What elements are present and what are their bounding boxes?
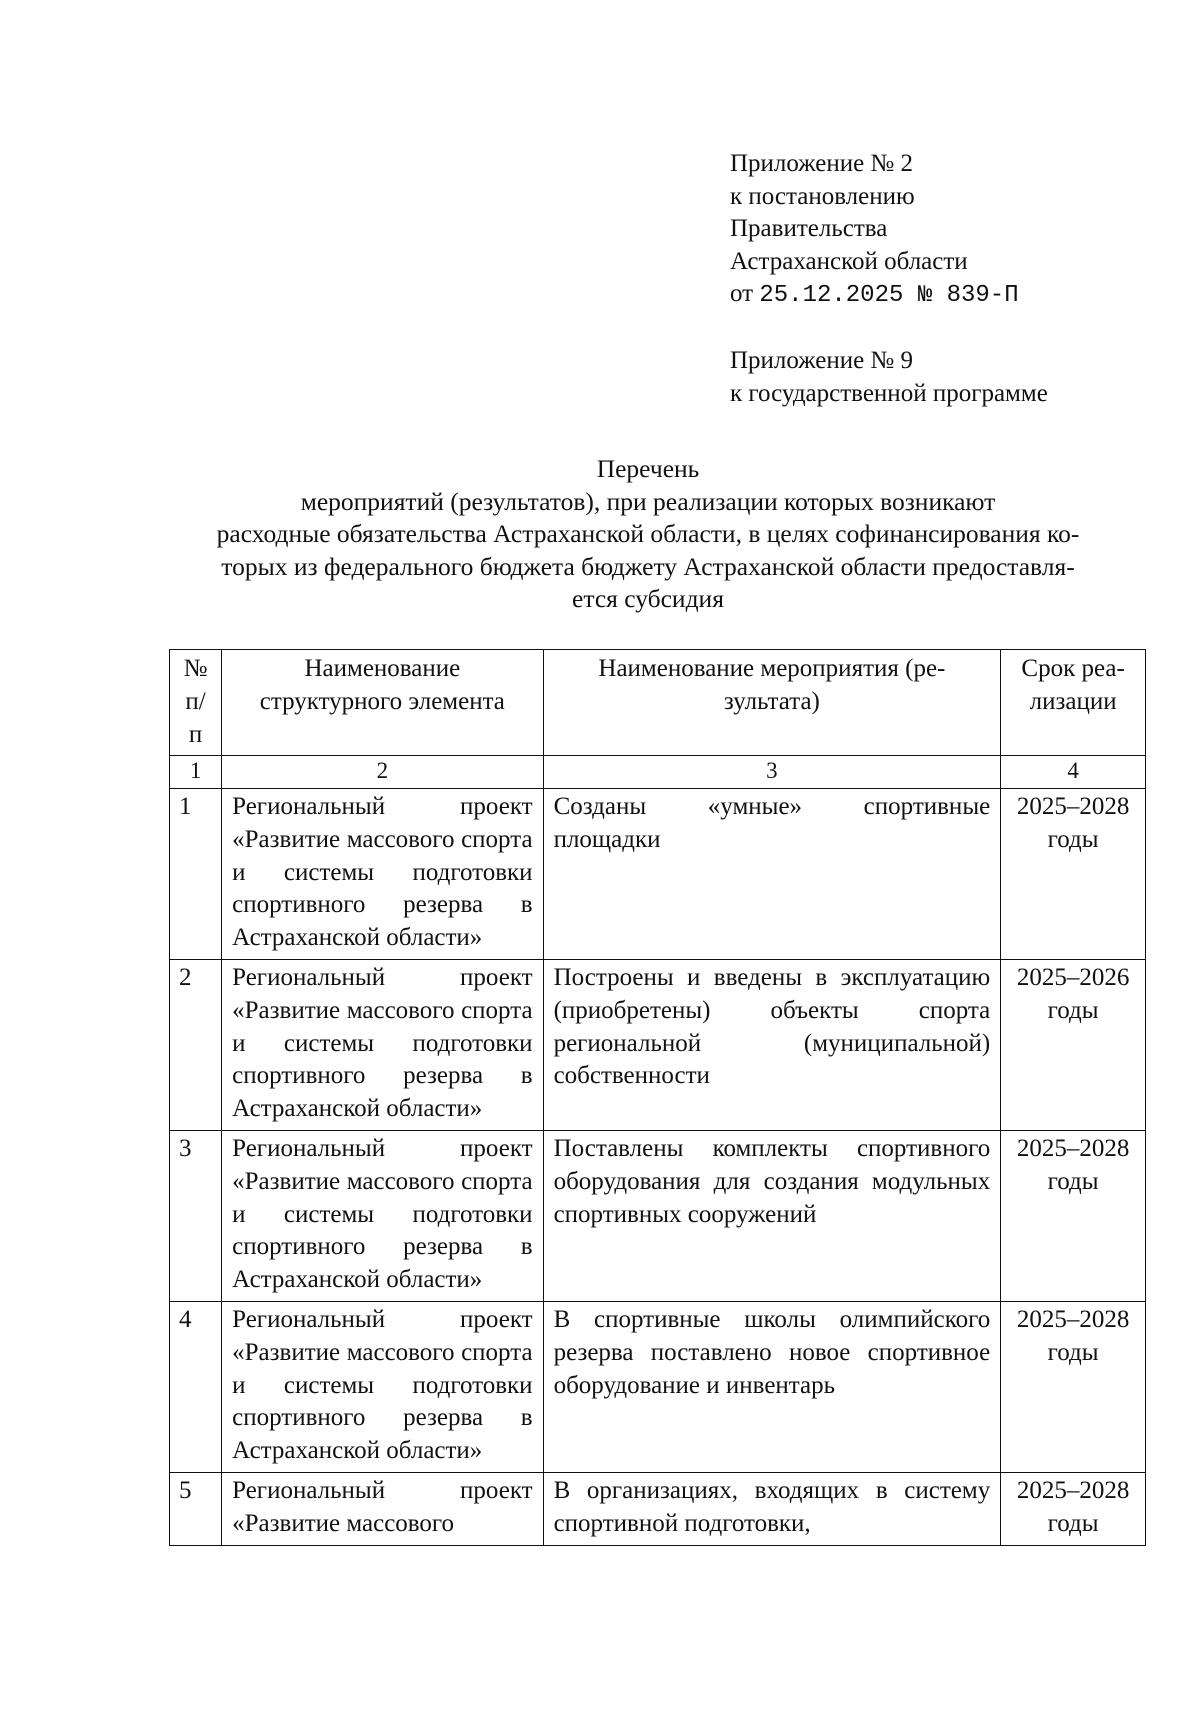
table-row: [170, 959, 1146, 1130]
implementation-period: 2025–2028 годы: [1001, 789, 1146, 960]
header-structural-element: Наименование структурного элемента: [222, 650, 543, 756]
appendix-line: Правительства: [730, 215, 888, 242]
implementation-period: 2025–2028 годы: [1001, 1130, 1146, 1301]
structural-element: Региональный проект «Развитие массового спорта и системы подготовки спортивного резерва в Астраханской области»: [222, 1301, 543, 1472]
appendix-header: [730, 148, 1019, 313]
structural-element: Региональный проект «Развитие массового спорта и системы подготовки спортивного резерва в Астраханской области»: [222, 1130, 543, 1301]
implementation-period: 2025–2026 годы: [1001, 959, 1146, 1130]
header-number: № п/п: [170, 650, 222, 756]
table-header-row: [170, 650, 1146, 756]
row-number: 3: [170, 1130, 222, 1301]
measure-result: Созданы «умные» спортивные площадки: [543, 789, 1001, 960]
title-line: торых из федерального бюджета бюджету Астраханской области предоставля-: [221, 551, 1075, 581]
title-line: мероприятий (результатов), при реализации которых возникают: [300, 486, 996, 516]
column-number: 2: [222, 756, 543, 789]
column-number: 1: [170, 756, 222, 789]
appendix-date-line: [730, 278, 1019, 313]
table-row: [170, 1130, 1146, 1301]
measure-result: В спортивные школы олимпийского резерва поставлено новое спортивное оборудование и инвентарь: [543, 1301, 1001, 1472]
row-number: 2: [170, 959, 222, 1130]
title-line: Перечень: [596, 454, 700, 483]
structural-element: Региональный проект «Развитие массового спорта и системы подготовки спортивного резерва в Астраханской области»: [222, 789, 543, 960]
structural-element: Региональный проект «Развитие массового спорта и системы подготовки спортивного резерва в Астраханской области»: [222, 959, 543, 1130]
appendix-line: Приложение № 9: [730, 347, 914, 374]
implementation-period: 2025–2028 годы: [1001, 1472, 1146, 1545]
program-appendix-header: [730, 345, 1048, 410]
column-number: 3: [543, 756, 1001, 789]
header-measure-name: Наименование мероприятия (ре- зультата): [543, 650, 1001, 756]
table-row: [170, 789, 1146, 960]
row-number: 1: [170, 789, 222, 960]
table-row: [170, 1301, 1146, 1472]
appendix-line: к постановлению: [730, 182, 915, 210]
registration-stamp: 25.12.2025 № 839-П: [759, 282, 1019, 309]
measure-result: Поставлены комплекты спортивного оборудования для создания модульных спортивных сооружений: [543, 1130, 1001, 1301]
header-period: Срок реа- лизации: [1001, 650, 1146, 756]
date-prefix: от: [730, 280, 754, 307]
implementation-period: 2025–2028 годы: [1001, 1301, 1146, 1472]
table-row: [170, 1472, 1146, 1545]
measures-table: [169, 649, 1146, 1546]
title-line: ется субсидия: [572, 584, 724, 613]
appendix-line: к государственной программе: [730, 379, 1048, 407]
row-number: 4: [170, 1301, 222, 1472]
measure-result: Построены и введены в эксплуатацию (приобретены) объекты спорта региональной (муниципальной) собственности: [543, 959, 1001, 1130]
row-number: 5: [170, 1472, 222, 1545]
column-number: 4: [1001, 756, 1146, 789]
appendix-line: Астраханской области: [730, 247, 968, 275]
appendix-line: Приложение № 2: [730, 150, 914, 177]
column-number-row: [170, 756, 1146, 789]
title-line: расходные обязательства Астраханской области, в целях софинансирования ко-: [216, 519, 1080, 548]
document-title: [168, 453, 1128, 616]
measure-result: В организациях, входящих в систему спортивной подготовки,: [543, 1472, 1001, 1545]
structural-element: Региональный проект «Развитие массового: [222, 1472, 543, 1545]
